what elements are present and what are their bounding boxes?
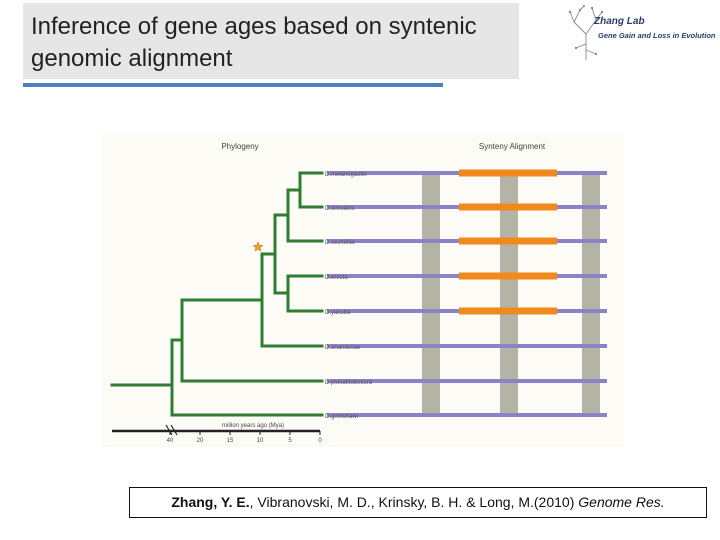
logo-name: Zhang Lab xyxy=(594,16,645,27)
axis-tick-label: 5 xyxy=(288,438,292,444)
citation-authors: Zhang, Y. E. xyxy=(171,494,250,510)
axis-tick-label: 0 xyxy=(318,438,322,444)
species-label: D.pseudoobscura xyxy=(325,380,373,386)
title-box xyxy=(23,3,519,79)
slide-title: Inference of gene ages based on syntenic genomic alignment xyxy=(31,13,477,72)
species-label: D.melanogaster xyxy=(325,172,368,178)
logo-subtitle: Gene Gain and Loss in Evolution xyxy=(598,31,716,40)
species-label: D.erecta xyxy=(325,275,348,281)
axis-tick-label: 15 xyxy=(226,438,234,444)
synteny-title: Synteny Alignment xyxy=(478,142,546,151)
lab-logo xyxy=(566,4,716,62)
phylogeny-title: Phylogeny xyxy=(221,142,259,151)
axis-label: million years ago (Mya) xyxy=(222,423,285,429)
title-underline xyxy=(23,83,443,87)
gene-origin-star-icon xyxy=(253,242,263,251)
species-label: D.yakuba xyxy=(325,310,351,316)
species-label: D.grimshawi xyxy=(325,414,359,420)
species-label: D.sechellia xyxy=(325,240,355,246)
citation-box xyxy=(129,487,707,518)
citation-rest: , Vibranovski, M. D., Krinsky, B. H. & Long, M.(2010) xyxy=(249,494,579,510)
species-label: D.simulans xyxy=(325,206,355,212)
synteny-figure xyxy=(102,133,624,447)
axis-tick-label: 40 xyxy=(166,438,174,444)
species-label: D.ananassae xyxy=(325,345,361,351)
axis-tick-label: 10 xyxy=(256,438,264,444)
axis-tick-label: 20 xyxy=(196,438,204,444)
citation-journal: Genome Res. xyxy=(578,494,665,510)
figure-canvas xyxy=(102,133,624,447)
